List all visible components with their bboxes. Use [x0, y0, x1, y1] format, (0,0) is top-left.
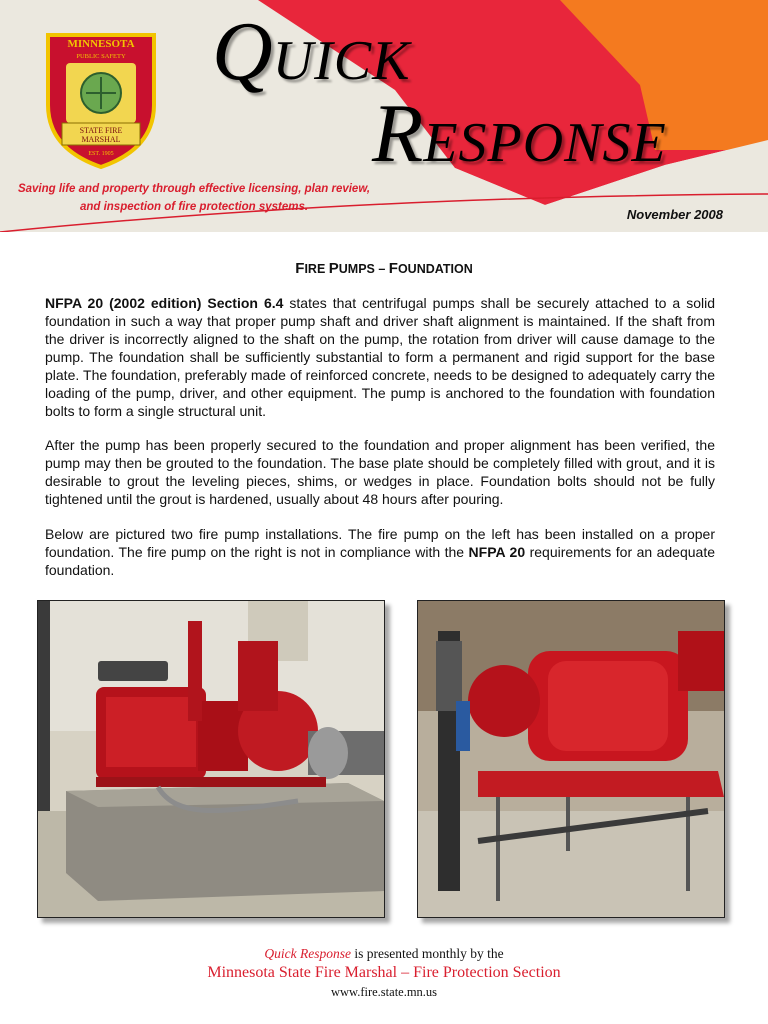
footer-website-link[interactable]: www.fire.state.mn.us	[330, 985, 438, 999]
tagline-line1: Saving life and property through effective licensing, plan review,	[17, 183, 371, 195]
state-fire-marshal-seal-icon	[42, 27, 160, 169]
fire-pump-on-steel-frame-photo-icon	[418, 601, 724, 917]
footer-organization: Minnesota State Fire Marshal – Fire Protection Section	[207, 964, 561, 981]
footer-credit-rest: is presented monthly by the	[351, 946, 504, 961]
seal-est-text: EST. 1905	[88, 151, 114, 157]
paragraph-2	[45, 436, 715, 508]
title-rest-ire: IRE	[304, 262, 329, 276]
paragraph-1	[45, 294, 715, 420]
paragraph-3	[45, 525, 715, 579]
paragraph-2-text: After the pump has been properly secured to the foundation and proper alignment has been verified, the pump may then be grouted to the foundation. The base plate should be completely filled with grout, and it is desirable to grout the leveling pieces, shims, or wedges in place. Foundation bolts should not be fully tightened until the grout is hardened, usually about 48 hours after pouring.	[45, 437, 715, 507]
title-initial-f2: F	[388, 260, 398, 277]
seal-banner-line2: MARSHAL	[81, 135, 121, 144]
seal-sub-text: PUBLIC SAFETY	[76, 53, 126, 60]
title-word-quick	[212, 5, 411, 98]
paragraph-3-text-a: Below are pictured two fire pump installations. The fire pump on the left has been installed on a proper foundation. The fire pump on the right is not in compliance with the	[45, 526, 715, 560]
tagline	[0, 180, 388, 216]
nfpa-20-reference: NFPA 20	[468, 544, 526, 560]
title-quick-rest: UICK	[272, 30, 411, 92]
fire-pump-on-concrete-foundation-photo-icon	[38, 601, 384, 917]
footer-newsletter-name: Quick Response	[264, 946, 351, 961]
issue-date: November 2008	[626, 207, 723, 222]
footer-credit	[0, 946, 768, 962]
title-rest-umps: UMPS –	[338, 262, 389, 276]
paragraph-1-text: states that centrifugal pumps shall be securely attached to a solid foundation in such a way that proper pump shaft and driver shaft alignment is maintained. If the shaft from the driver is incorrectly aligned to the shaft on the pump, the rotation from driver will cause damage to the pump. The foundation shall be sufficiently substantial to form a permanent and rigid support for the base plate. The foundation, preferably made of reinforced concrete, needs to be designed to adequately carry the loading of the pump, driver, and other equipment. The pump is anchored to the foundation with foundation bolts to form a single structural unit.	[45, 295, 715, 419]
title-response-initial: R	[372, 87, 424, 180]
title-initial-p: P	[328, 260, 339, 277]
seal-top-text: MINNESOTA	[67, 38, 135, 50]
title-quick-initial: Q	[212, 5, 273, 98]
article-title	[0, 260, 768, 277]
paragraph-3-text-b: requirements for an adequate foundation.	[45, 544, 715, 578]
photo-proper-foundation	[37, 600, 385, 918]
masthead	[0, 0, 768, 232]
seal-banner-line1: STATE FIRE	[79, 126, 123, 135]
photo-improper-foundation	[417, 600, 725, 918]
tagline-line2: and inspection of fire protection systems.	[79, 201, 309, 213]
title-rest-oundation: OUNDATION	[397, 262, 473, 276]
title-initial-f: F	[295, 260, 305, 277]
nfpa-section-reference: NFPA 20 (2002 edition) Section 6.4	[45, 295, 284, 311]
title-response-rest: ESPONSE	[423, 112, 667, 174]
title-word-response	[372, 87, 667, 180]
